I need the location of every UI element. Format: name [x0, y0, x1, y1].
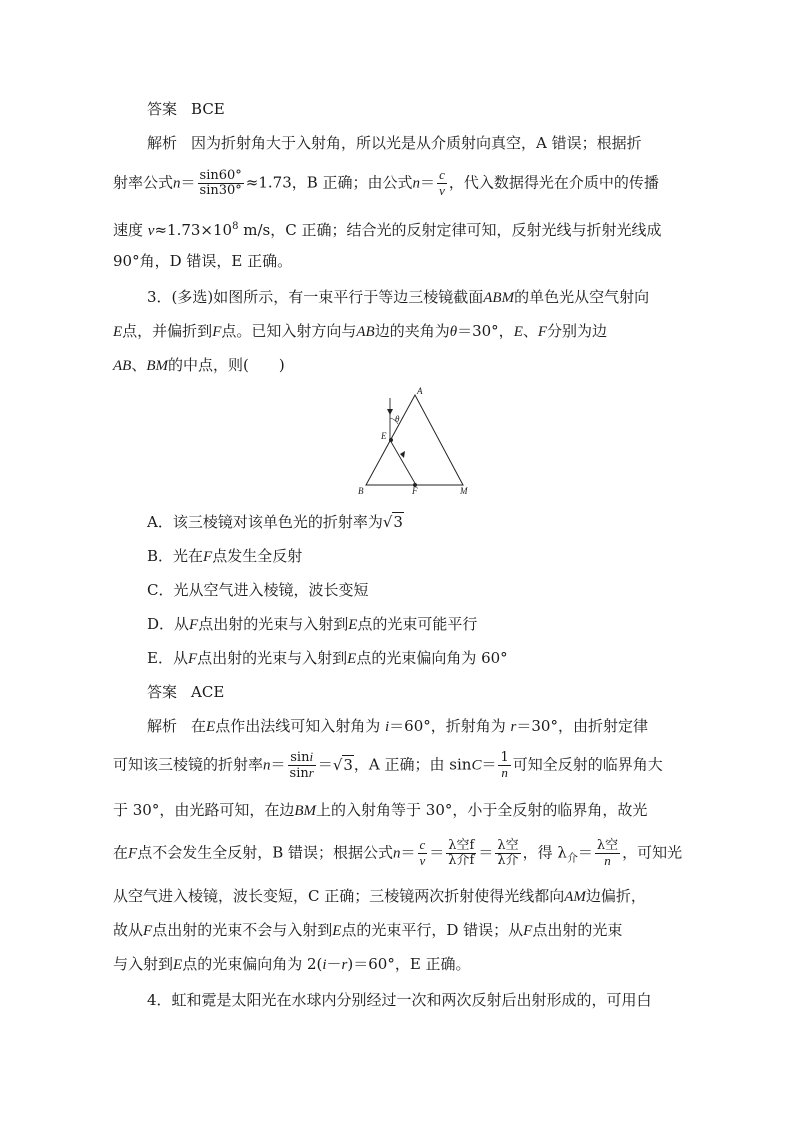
- text: ，A 正确；由 sin: [353, 755, 472, 774]
- label-theta: θ: [395, 414, 400, 424]
- q3-answer-line: [147, 681, 224, 703]
- fraction-lambda-f: [446, 839, 476, 868]
- text: 点出射的光束与入射到: [198, 615, 349, 633]
- var-v: v: [147, 223, 155, 239]
- text: ＝30°，由折射定律: [516, 717, 648, 735]
- q3-analysis-line3: [113, 799, 647, 822]
- text: ＝: [270, 755, 286, 774]
- var-c: C: [471, 757, 482, 774]
- option-e: [147, 647, 508, 670]
- text: ＝: [400, 843, 416, 862]
- text: C．光从空气进入棱镜，波长变短: [147, 581, 369, 599]
- radicand: 3: [393, 513, 403, 531]
- text: 点出射的光束与入射到: [197, 649, 348, 667]
- var-n: n: [392, 845, 401, 862]
- text: ，得 λ: [522, 843, 567, 862]
- q3-analysis-line6: [113, 919, 622, 942]
- q3-analysis-line1: [147, 715, 648, 738]
- text: ＝: [420, 173, 436, 192]
- text: sin: [289, 766, 309, 781]
- var-n: n: [501, 764, 508, 780]
- incident-arrow-icon: [387, 409, 393, 415]
- label-m: M: [460, 486, 468, 496]
- text: 可知全反射的临界角大: [512, 755, 663, 774]
- fraction-sini-sinr: [288, 750, 316, 781]
- q3-analysis-line4: [113, 838, 682, 870]
- var-e: E: [332, 923, 342, 939]
- analysis-label: 解析: [147, 134, 178, 152]
- text: 边偏折，: [585, 887, 646, 905]
- label-e: E: [381, 431, 387, 441]
- label-f: F: [412, 486, 418, 496]
- label-b: B: [358, 486, 364, 496]
- text: sin: [290, 750, 310, 765]
- text: 与入射到: [113, 955, 174, 973]
- text: ，代入数据得光在介质中的传播: [448, 173, 659, 192]
- numerator: 1: [500, 749, 509, 765]
- text: m/s，C 正确；结合光的反射定律可知，反射光线与折射光线成: [238, 221, 662, 239]
- text: 点出射的光束不会与入射到: [152, 921, 333, 939]
- var-r: r: [341, 957, 348, 973]
- q3-stem-line2: [113, 320, 607, 343]
- answer-value: BCE: [191, 100, 225, 118]
- denominator: sin30°: [199, 183, 242, 198]
- point-e: [389, 438, 393, 442]
- text: A．该三棱镜对该单色光的折射率为: [147, 513, 383, 531]
- text: 在: [113, 843, 129, 862]
- q3-stem-line3: [113, 354, 285, 377]
- var-i: i: [322, 957, 327, 973]
- text: ≈1.73，B 正确；由公式: [245, 173, 413, 192]
- q3-stem-line1: [147, 286, 649, 309]
- option-b: [147, 545, 302, 568]
- var-f: F: [128, 845, 138, 862]
- var-n: n: [604, 852, 611, 868]
- fraction-lambda: [495, 839, 520, 868]
- text: 点的光束平行，D 错误；从: [341, 921, 524, 939]
- q2-analysis-line4: [113, 250, 292, 272]
- numerator: λ空f: [448, 838, 475, 853]
- fraction-sin60-sin30: [198, 169, 244, 198]
- var-e: E: [347, 651, 357, 667]
- numerator: λ空: [596, 837, 619, 853]
- q2-analysis-line2: [113, 168, 659, 199]
- var-bm: BM: [146, 358, 169, 374]
- prism-figure: [350, 384, 480, 496]
- var-i: i: [309, 749, 314, 764]
- exponent: 8: [232, 221, 239, 232]
- numerator: sin60°: [199, 168, 242, 183]
- text: ＝: [478, 843, 494, 862]
- q2-answer-line: [147, 98, 225, 120]
- denominator: λ介: [497, 853, 519, 868]
- text: 点。已知入射方向与: [221, 322, 357, 340]
- var-r: r: [308, 765, 314, 780]
- text: 90°角，D 错误，E 正确。: [113, 252, 293, 270]
- var-bm: BM: [294, 803, 317, 819]
- text: 分别为边: [547, 322, 608, 340]
- option-a: [147, 511, 404, 533]
- var-n: n: [263, 757, 271, 774]
- var-f: F: [212, 324, 222, 340]
- text: 点的光束偏向角为 2(: [182, 955, 323, 973]
- text: ＝60°，折射角为: [389, 717, 506, 735]
- text: 点不会发生全反射，B 错误；根据公式: [137, 843, 393, 862]
- sqrt-3: √3: [332, 755, 353, 774]
- var-f: F: [203, 549, 213, 565]
- var-f: F: [187, 651, 198, 667]
- refracted-ray: [390, 440, 416, 485]
- answer-label: 答案: [147, 100, 178, 118]
- text: 、: [522, 322, 538, 340]
- text: 点的光束可能平行: [357, 615, 478, 633]
- q4-stem-line1: [147, 989, 652, 1011]
- text: B．光在: [147, 547, 204, 565]
- text: ＝: [577, 843, 593, 862]
- var-theta: θ: [449, 324, 458, 340]
- var-e: E: [173, 957, 183, 973]
- var-am: AM: [564, 889, 586, 905]
- var-e: E: [206, 719, 216, 735]
- text: 边的夹角为: [374, 322, 450, 340]
- var-v: v: [419, 853, 426, 868]
- answer-value: ACE: [191, 683, 225, 701]
- text: 可知该三棱镜的折射率: [113, 755, 264, 774]
- text: 从空气进入棱镜，波长变短，C 正确；三棱镜两次折射使得光线都向: [113, 887, 565, 905]
- radicand: 3: [343, 755, 353, 774]
- text: 的中点，则( ): [168, 356, 285, 374]
- text: 的单色光从空气射向: [514, 288, 650, 306]
- refracted-arrow-icon: [400, 451, 405, 458]
- var-r: r: [510, 719, 517, 735]
- text: E．从: [147, 649, 188, 667]
- text: 因为折射角大于入射角，所以光是从介质射向真空，A 错误；根据折: [191, 134, 642, 152]
- text: ＝30°，: [457, 322, 514, 340]
- text: D．从: [147, 615, 190, 633]
- fraction-lambda-n: [595, 839, 620, 869]
- var-ab: AB: [113, 358, 132, 374]
- text: ＝: [429, 843, 445, 862]
- label-a: A: [417, 386, 423, 396]
- text: ＝: [317, 755, 333, 774]
- fraction-1-n: [498, 751, 510, 781]
- fraction-c-v: [437, 168, 447, 199]
- analysis-label: 解析: [147, 717, 178, 735]
- var-v: v: [439, 183, 445, 198]
- answer-label: 答案: [147, 683, 178, 701]
- var-n: n: [173, 175, 181, 192]
- text: 点的光束偏向角为 60°: [356, 649, 508, 667]
- var-abm: ABM: [483, 290, 515, 306]
- text: ≈1.73×10: [154, 221, 233, 239]
- text: 故从: [113, 921, 144, 939]
- q3-analysis-line5: [113, 885, 646, 908]
- var-f: F: [189, 617, 199, 633]
- text: 在: [191, 717, 207, 735]
- fraction-c-v: [418, 838, 428, 869]
- text: 射率公式: [113, 173, 174, 192]
- var-n: n: [412, 175, 421, 192]
- sqrt-3: √3: [382, 513, 403, 531]
- q3-analysis-line2: [113, 750, 663, 781]
- var-f: F: [143, 923, 153, 939]
- var-e: E: [513, 324, 523, 340]
- option-d: [147, 613, 477, 636]
- text: )＝60°，E 正确。: [347, 955, 471, 973]
- text: 于 30°，由光路可知，在边: [113, 801, 295, 819]
- var-f: F: [523, 923, 533, 939]
- numerator: λ空: [497, 838, 519, 853]
- text: 点作出法线可知入射角为: [215, 717, 381, 735]
- var-e: E: [113, 324, 123, 340]
- q2-analysis-line3: [113, 216, 661, 242]
- q3-analysis-line7: [113, 953, 471, 976]
- text: 点，并偏折到: [122, 322, 213, 340]
- text: －: [326, 955, 342, 973]
- text: 上的入射角等于 30°，小于全反射的临界角，故光: [316, 801, 648, 819]
- var-c: c: [419, 837, 426, 852]
- text: 速度: [113, 221, 144, 239]
- text: 3．(多选)如图所示，有一束平行于等边三棱镜截面: [147, 288, 484, 306]
- subscript: 介: [566, 851, 578, 865]
- text: ，可知光: [622, 843, 683, 862]
- var-f: F: [537, 324, 548, 340]
- text: 、: [131, 356, 147, 374]
- denominator: λ介f: [448, 853, 475, 868]
- q2-analysis-line1: [147, 132, 642, 154]
- text: 点发生全反射: [212, 547, 303, 565]
- var-e: E: [348, 617, 358, 633]
- text: 4．虹和霓是太阳光在水球内分别经过一次和两次反射后出射形成的，可用白: [147, 991, 652, 1009]
- option-c: [147, 579, 368, 601]
- var-i: i: [385, 719, 390, 735]
- text: ＝: [481, 755, 497, 774]
- text: 点出射的光束: [532, 921, 623, 939]
- var-c: c: [439, 167, 445, 182]
- text: ＝: [180, 173, 196, 192]
- var-ab: AB: [356, 324, 375, 340]
